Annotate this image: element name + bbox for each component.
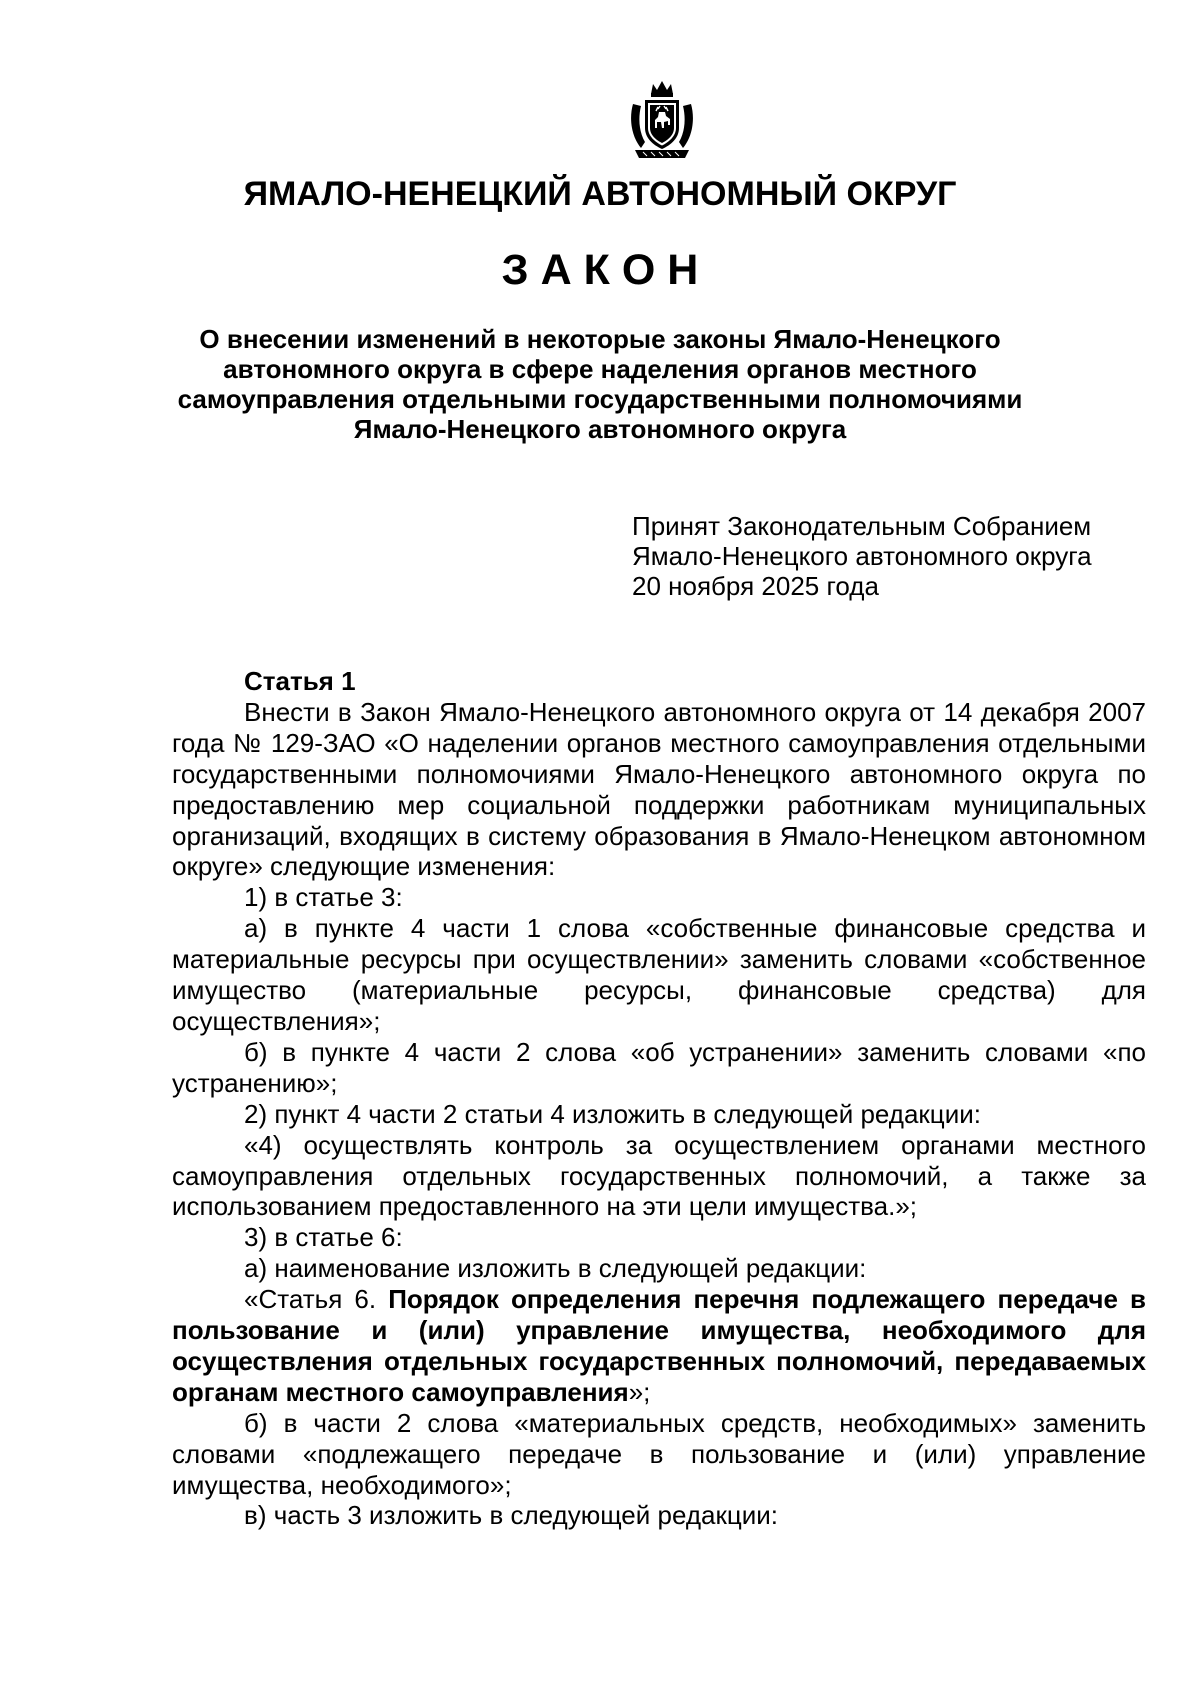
article-heading: Статья 1 [244,666,356,696]
adoption-date: 20 ноября 2025 года [632,571,879,601]
region-title: ЯМАЛО-НЕНЕЦКИЙ АВТОНОМНЫЙ ОКРУГ [243,175,957,213]
quote-prefix: «Статья 6. [244,1284,389,1315]
item-1a: а) в пункте 4 части 1 слова «собственные финансовые средства и материальные ресурсы при осуществлении» заменить словами «собственное имущество (материальные ресурсы, финансовые средства) для осуществления»; [172,913,1146,1036]
item-3: 3) в статье 6: [244,1222,403,1253]
item-1b: б) в пункте 4 части 2 слова «об устранении» заменить словами «по устранению»; [172,1036,1146,1098]
law-subject-line: автономного округа в сфере наделения органов местного [223,354,977,384]
item-2: 2) пункт 4 части 2 статьи 4 изложить в следующей редакции: [244,1098,981,1129]
item-3a: а) наименование изложить в следующей редакции: [244,1253,867,1284]
item-2-quote: «4) осуществлять контроль за осуществлением органами местного самоуправления отдельных государственных полномочий, а также за использованием предоставленного на эти цели имущества.»; [172,1129,1146,1222]
law-subject-line: О внесении изменений в некоторые законы Ямало-Ненецкого [199,324,1001,354]
item-1: 1) в статье 3: [244,882,403,913]
coat-of-arms-emblem [623,78,701,162]
quote-suffix: »; [628,1376,651,1407]
quote-article-title: Порядок определения перечня подлежащего передаче в пользование и (или) управление имущества, необходимого для осуществления отдельных государственных полномочий, передаваемых органам местного самоуправления [172,1284,1147,1407]
law-subject-line: Ямало-Ненецкого автономного округа [353,414,847,444]
article-intro: Внести в Закон Ямало-Ненецкого автономного округа от 14 декабря 2007 года № 129-ЗАО «О наделении органов местного самоуправления отдельными государственными полномочиями Ямало-Ненецкого автономного округа по предоставлению мер социальной поддержки работникам муниципальных организаций, входящих в систему образования в Ямало-Ненецком автономном округе» следующие изменения: [172,696,1146,882]
item-3c: в) часть 3 изложить в следующей редакции: [244,1500,779,1531]
adoption-line: Принят Законодательным Собранием [632,511,1092,541]
adoption-line: Ямало-Ненецкого автономного округа [632,541,1092,571]
law-subject-line: самоуправления отдельными государственными полномочиями [177,384,1023,414]
item-3-quote [172,1284,1146,1408]
document-type-title: ЗАКОН [501,246,711,294]
item-3b: б) в части 2 слова «материальных средств, необходимых» заменить словами «подлежащего передаче в пользование и (или) управление имущества, необходимого»; [172,1407,1146,1500]
law-subject [150,324,1050,444]
adoption-note [632,511,1172,601]
article-1 [172,666,1146,1531]
